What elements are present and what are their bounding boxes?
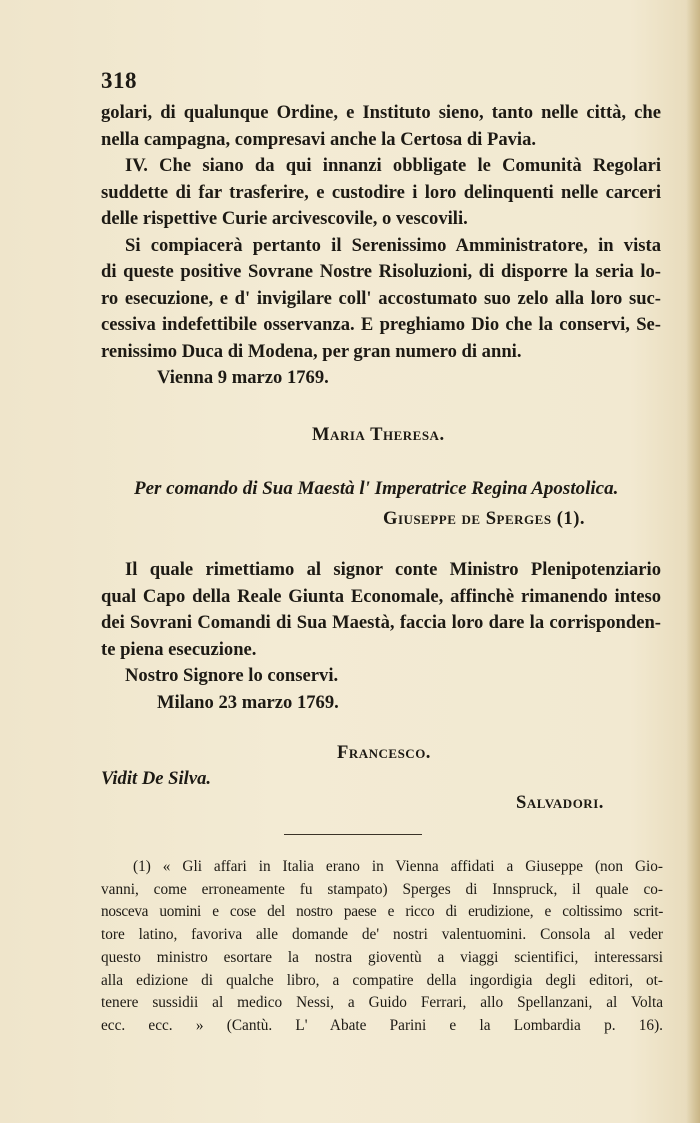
- signature-sperges: Giuseppe de Sperges (1).: [383, 508, 586, 529]
- signature-salvadori: Salvadori.: [516, 792, 604, 813]
- footnote-line: tenere sussidii al medico Nessi, a Guido Ferrari, allo Spellanzani, al Volta: [101, 994, 663, 1012]
- footnote-line: vanni, come erroneamente fu stampato) Sperges di Innspruck, il quale co-: [101, 880, 663, 898]
- text-line: renissimo Duca di Modena, per gran numero di anni.: [101, 340, 522, 362]
- text-line: Il quale rimettiamo al signor conte Ministro Plenipotenziario: [125, 559, 661, 580]
- text-line: cessiva indefettibile osservanza. E preghiamo Dio che la conservi, Se-: [101, 314, 661, 335]
- text-line: IV. Che siano da qui innanzi obbligate le Comunità Regolari: [125, 155, 661, 176]
- text-line: golari, di qualunque Ordine, e Instituto sieno, tanto nelle città, che: [101, 102, 661, 123]
- text-line: ro esecuzione, e d' invigilare coll' accostumato suo zelo alla loro suc-: [101, 287, 661, 309]
- page-number: 318: [101, 68, 137, 93]
- text-line: Si compiacerà pertanto il Serenissimo Amministratore, in vista: [125, 234, 661, 256]
- date-line: Vienna 9 marzo 1769.: [157, 367, 329, 388]
- signature-maria-theresa: Maria Theresa.: [312, 424, 445, 445]
- command-line: Per comando di Sua Maestà l' Imperatrice Regina Apostolica.: [134, 478, 619, 499]
- signature-francesco: Francesco.: [337, 742, 431, 763]
- footnote-line: ecc. ecc. » (Cantù. L' Abate Parini e la Lombardia p. 16).: [101, 1016, 663, 1034]
- body-text-middle: [101, 557, 661, 716]
- footnote-line: alla edizione di qualche libro, a compatire della ingordigia degli editori, ot-: [101, 971, 663, 989]
- footnote-line: questo ministro esortare la nostra gioventù a viaggi scientifici, interessarsi: [101, 948, 663, 966]
- text-line: dei Sovrani Comandi di Sua Maestà, faccia loro dare la corrisponden-: [101, 612, 661, 633]
- text-line: Nostro Signore lo conservi.: [125, 665, 339, 686]
- footnote-line: tore latino, favoriva alle domande de' nostri valentuomini. Consola al veder: [101, 926, 663, 944]
- footnote-line: (1) « Gli affari in Italia erano in Vienna affidati a Giuseppe (non Gio-: [133, 858, 663, 875]
- date-line: Milano 23 marzo 1769.: [157, 691, 339, 713]
- footnote: [101, 856, 663, 1038]
- body-text-top: [101, 100, 661, 392]
- vidit-line: Vidit De Silva.: [101, 768, 212, 789]
- footnote-line: nosceva uomini e cose del nostro paese e ricco di erudizione, e coltissimo scrit-: [101, 903, 663, 921]
- text-line: suddette di far trasferire, e custodire i loro delinquenti nelle carceri: [101, 181, 661, 203]
- text-line: delle rispettive Curie arcivescovile, o vescovili.: [101, 208, 468, 229]
- text-line: qual Capo della Reale Giunta Economale, affinchè rimanendo inteso: [101, 585, 661, 607]
- text-line: di queste positive Sovrane Nostre Risoluzioni, di disporre la seria lo-: [101, 261, 661, 282]
- page-edge-shadow: [686, 0, 700, 1123]
- text-line: nella campagna, compresavi anche la Certosa di Pavia.: [101, 128, 537, 150]
- text-line: te piena esecuzione.: [101, 638, 257, 660]
- footnote-divider: [284, 834, 422, 835]
